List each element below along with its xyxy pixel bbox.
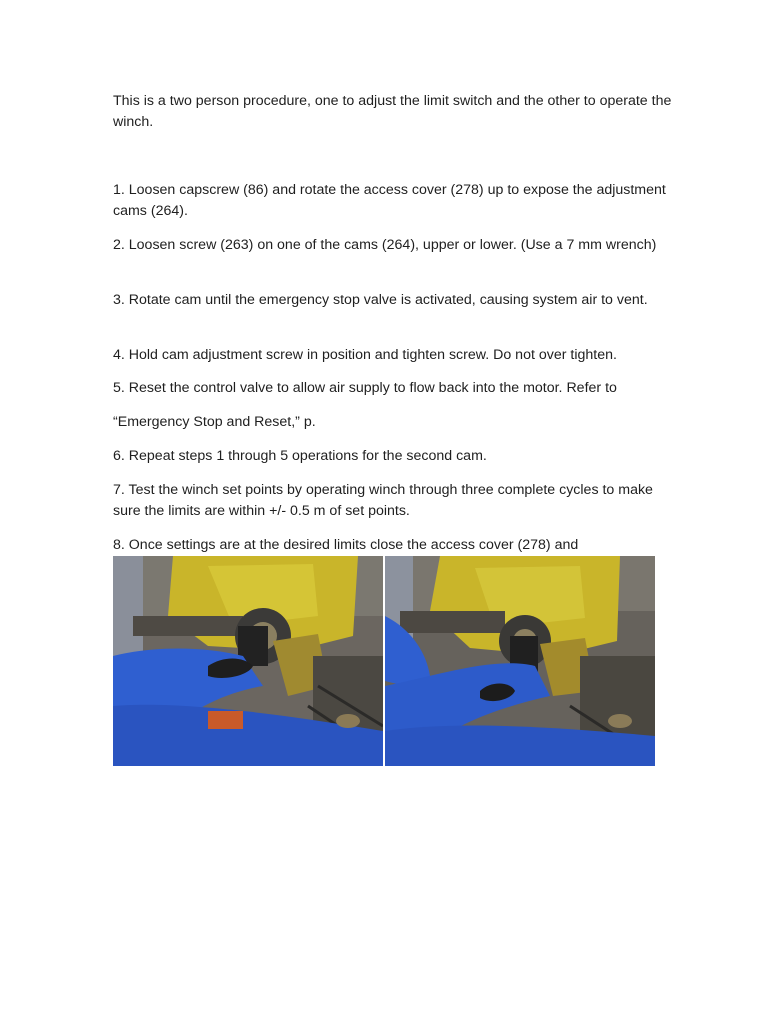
step-5-reference: “Emergency Stop and Reset,” p. bbox=[113, 414, 316, 430]
step-6: 6. Repeat steps 1 through 5 operations for the second cam. bbox=[113, 448, 487, 464]
winch-photo-left bbox=[113, 556, 383, 766]
step-3: 3. Rotate cam until the emergency stop valve is activated, causing system air to vent. bbox=[113, 292, 648, 308]
step-8: 8. Once settings are at the desired limits close the access cover (278) and bbox=[113, 537, 579, 553]
step-7: 7. Test the winch set points by operating winch through three complete cycles to make sure the limits are within +/- 0.5 m of set points. bbox=[113, 482, 653, 519]
winch-photo-left-illustration bbox=[113, 556, 383, 766]
step-4: 4. Hold cam adjustment screw in position and tighten screw. Do not over tighten. bbox=[113, 347, 617, 363]
winch-photo-right bbox=[385, 556, 655, 766]
winch-photo-right-illustration bbox=[385, 556, 655, 766]
step-2: 2. Loosen screw (263) on one of the cams (264), upper or lower. (Use a 7 mm wrench) bbox=[113, 237, 657, 253]
step-5: 5. Reset the control valve to allow air supply to flow back into the motor. Refer to bbox=[113, 380, 617, 396]
step-1: 1. Loosen capscrew (86) and rotate the access cover (278) up to expose the adjustment cams (264). bbox=[113, 182, 666, 219]
photo-strip bbox=[113, 556, 655, 766]
intro-paragraph: This is a two person procedure, one to adjust the limit switch and the other to operate the winch. bbox=[113, 93, 672, 130]
